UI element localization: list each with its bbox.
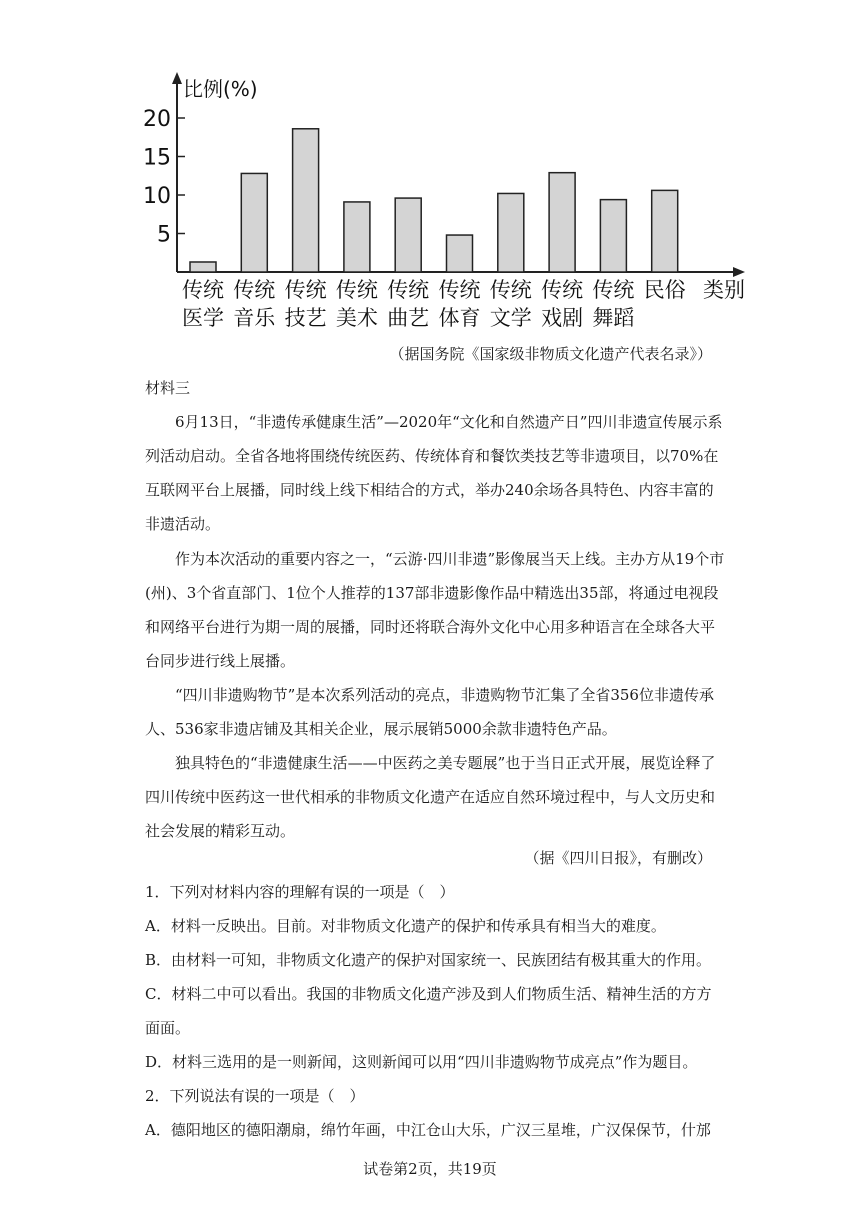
question-1-option-c: C．材料二中可以看出。我国的非物质文化遗产涉及到人们物质生活、精神生活的方方 <box>145 985 712 1003</box>
bar-9 <box>600 200 626 272</box>
bar-chart-plot <box>140 62 760 282</box>
x-category-label-4: 传统 美术 <box>335 278 378 330</box>
question-2-option-a: A．德阳地区的德阳潮扇，绵竹年画，中江仓山大乐，广汉三星堆，广汉保保节，什邡 <box>145 1121 711 1139</box>
bar-4 <box>344 202 370 272</box>
bar-1 <box>190 262 216 272</box>
bar-10 <box>652 190 678 272</box>
question-1-stem: 1．下列对材料内容的理解有误的一项是（ ） <box>145 883 455 901</box>
y-axis-arrow <box>172 72 182 84</box>
question-1-option-c-cont: 面面。 <box>145 1019 191 1037</box>
bar-8 <box>549 173 575 272</box>
question-2-stem: 2．下列说法有误的一项是（ ） <box>145 1087 365 1105</box>
paragraph-1: 6月13日，“非遗传承健康生活”—2020年“文化和自然遗产日”四川非遗宣传展示系列活动启动。全省各地将围绕传统医药、传统体育和餐饮类技艺等非遗项目，以70%在互联网平台上展播，同时线上线下相结合的方式，举办240余场各具特色、内容丰富的非遗活动。 <box>145 413 723 533</box>
bar-6 <box>447 235 473 272</box>
paragraph-4: 独具特色的“非遗健康生活——中医药之美专题展”也于当日正式开展，展览诠释了四川传统中医药这一世代相承的非物质文化遗产在适应自然环境过程中，与人文历史和社会发展的精彩互动。 <box>145 754 716 840</box>
x-category-label-1: 传统 医学 <box>182 278 224 330</box>
paragraph-3: “四川非遗购物节”是本次系列活动的亮点，非遗购物节汇集了全省356位非遗传承人、536家非遗店铺及其相关企业，展示展销5000余款非遗特色产品。 <box>145 686 714 738</box>
x-category-label-2: 传统 音乐 <box>233 278 276 330</box>
x-category-label-7: 传统 文学 <box>489 278 532 330</box>
bar-3 <box>293 129 319 272</box>
bar-5 <box>395 198 421 272</box>
y-tick-label-5: 5 <box>157 222 171 248</box>
x-category-label-9: 传统 舞蹈 <box>592 278 635 330</box>
question-1-option-a: A．材料一反映出。目前。对非物质文化遗产的保护和传承具有相当大的难度。 <box>145 917 666 935</box>
bar-7 <box>498 193 524 272</box>
question-1-option-b: B．由材料一可知，非物质文化遗产的保护对国家统一、民族团结有极其重大的作用。 <box>145 951 712 969</box>
section-title: 材料三 <box>145 379 191 397</box>
paragraph-2: 作为本次活动的重要内容之一，“云游·四川非遗”影像展当天上线。主办方从19个市(州)、3个省直部门、1位个人推荐的137部非遗影像作品中精选出35部，将通过电视段和网络平台进行为期一周的展播，同时还将联合海外文化中心用多种语言在全球各大平台同步进行线上展播。 <box>145 550 725 670</box>
x-category-label-8: 传统 戏剧 <box>541 278 584 330</box>
x-category-label-6: 传统 体育 <box>438 278 481 330</box>
bar-chart <box>140 62 760 340</box>
y-tick-label-20: 20 <box>143 107 171 132</box>
x-category-label-3: 传统 技艺 <box>284 278 327 330</box>
question-1-option-d: D．材料三选用的是一则新闻，这则新闻可以用“四川非遗购物节成亮点”作为题目。 <box>145 1053 698 1071</box>
x-category-label-5: 传统 曲艺 <box>387 278 430 330</box>
x-axis-label: 类别 <box>703 278 745 302</box>
page-footer: 试卷第2页，共19页 <box>363 1160 497 1178</box>
bar-2 <box>241 173 267 272</box>
x-category-label-10: 民俗 <box>643 278 686 302</box>
y-tick-label-15: 15 <box>143 145 171 171</box>
y-tick-label-10: 10 <box>143 184 171 209</box>
article-source-note: （据《四川日报》，有删改） <box>524 849 712 867</box>
y-axis-label: 比例(%) <box>183 77 258 101</box>
chart-source-note: （据国务院《国家级非物质文化遗产代表名录》） <box>389 345 712 363</box>
